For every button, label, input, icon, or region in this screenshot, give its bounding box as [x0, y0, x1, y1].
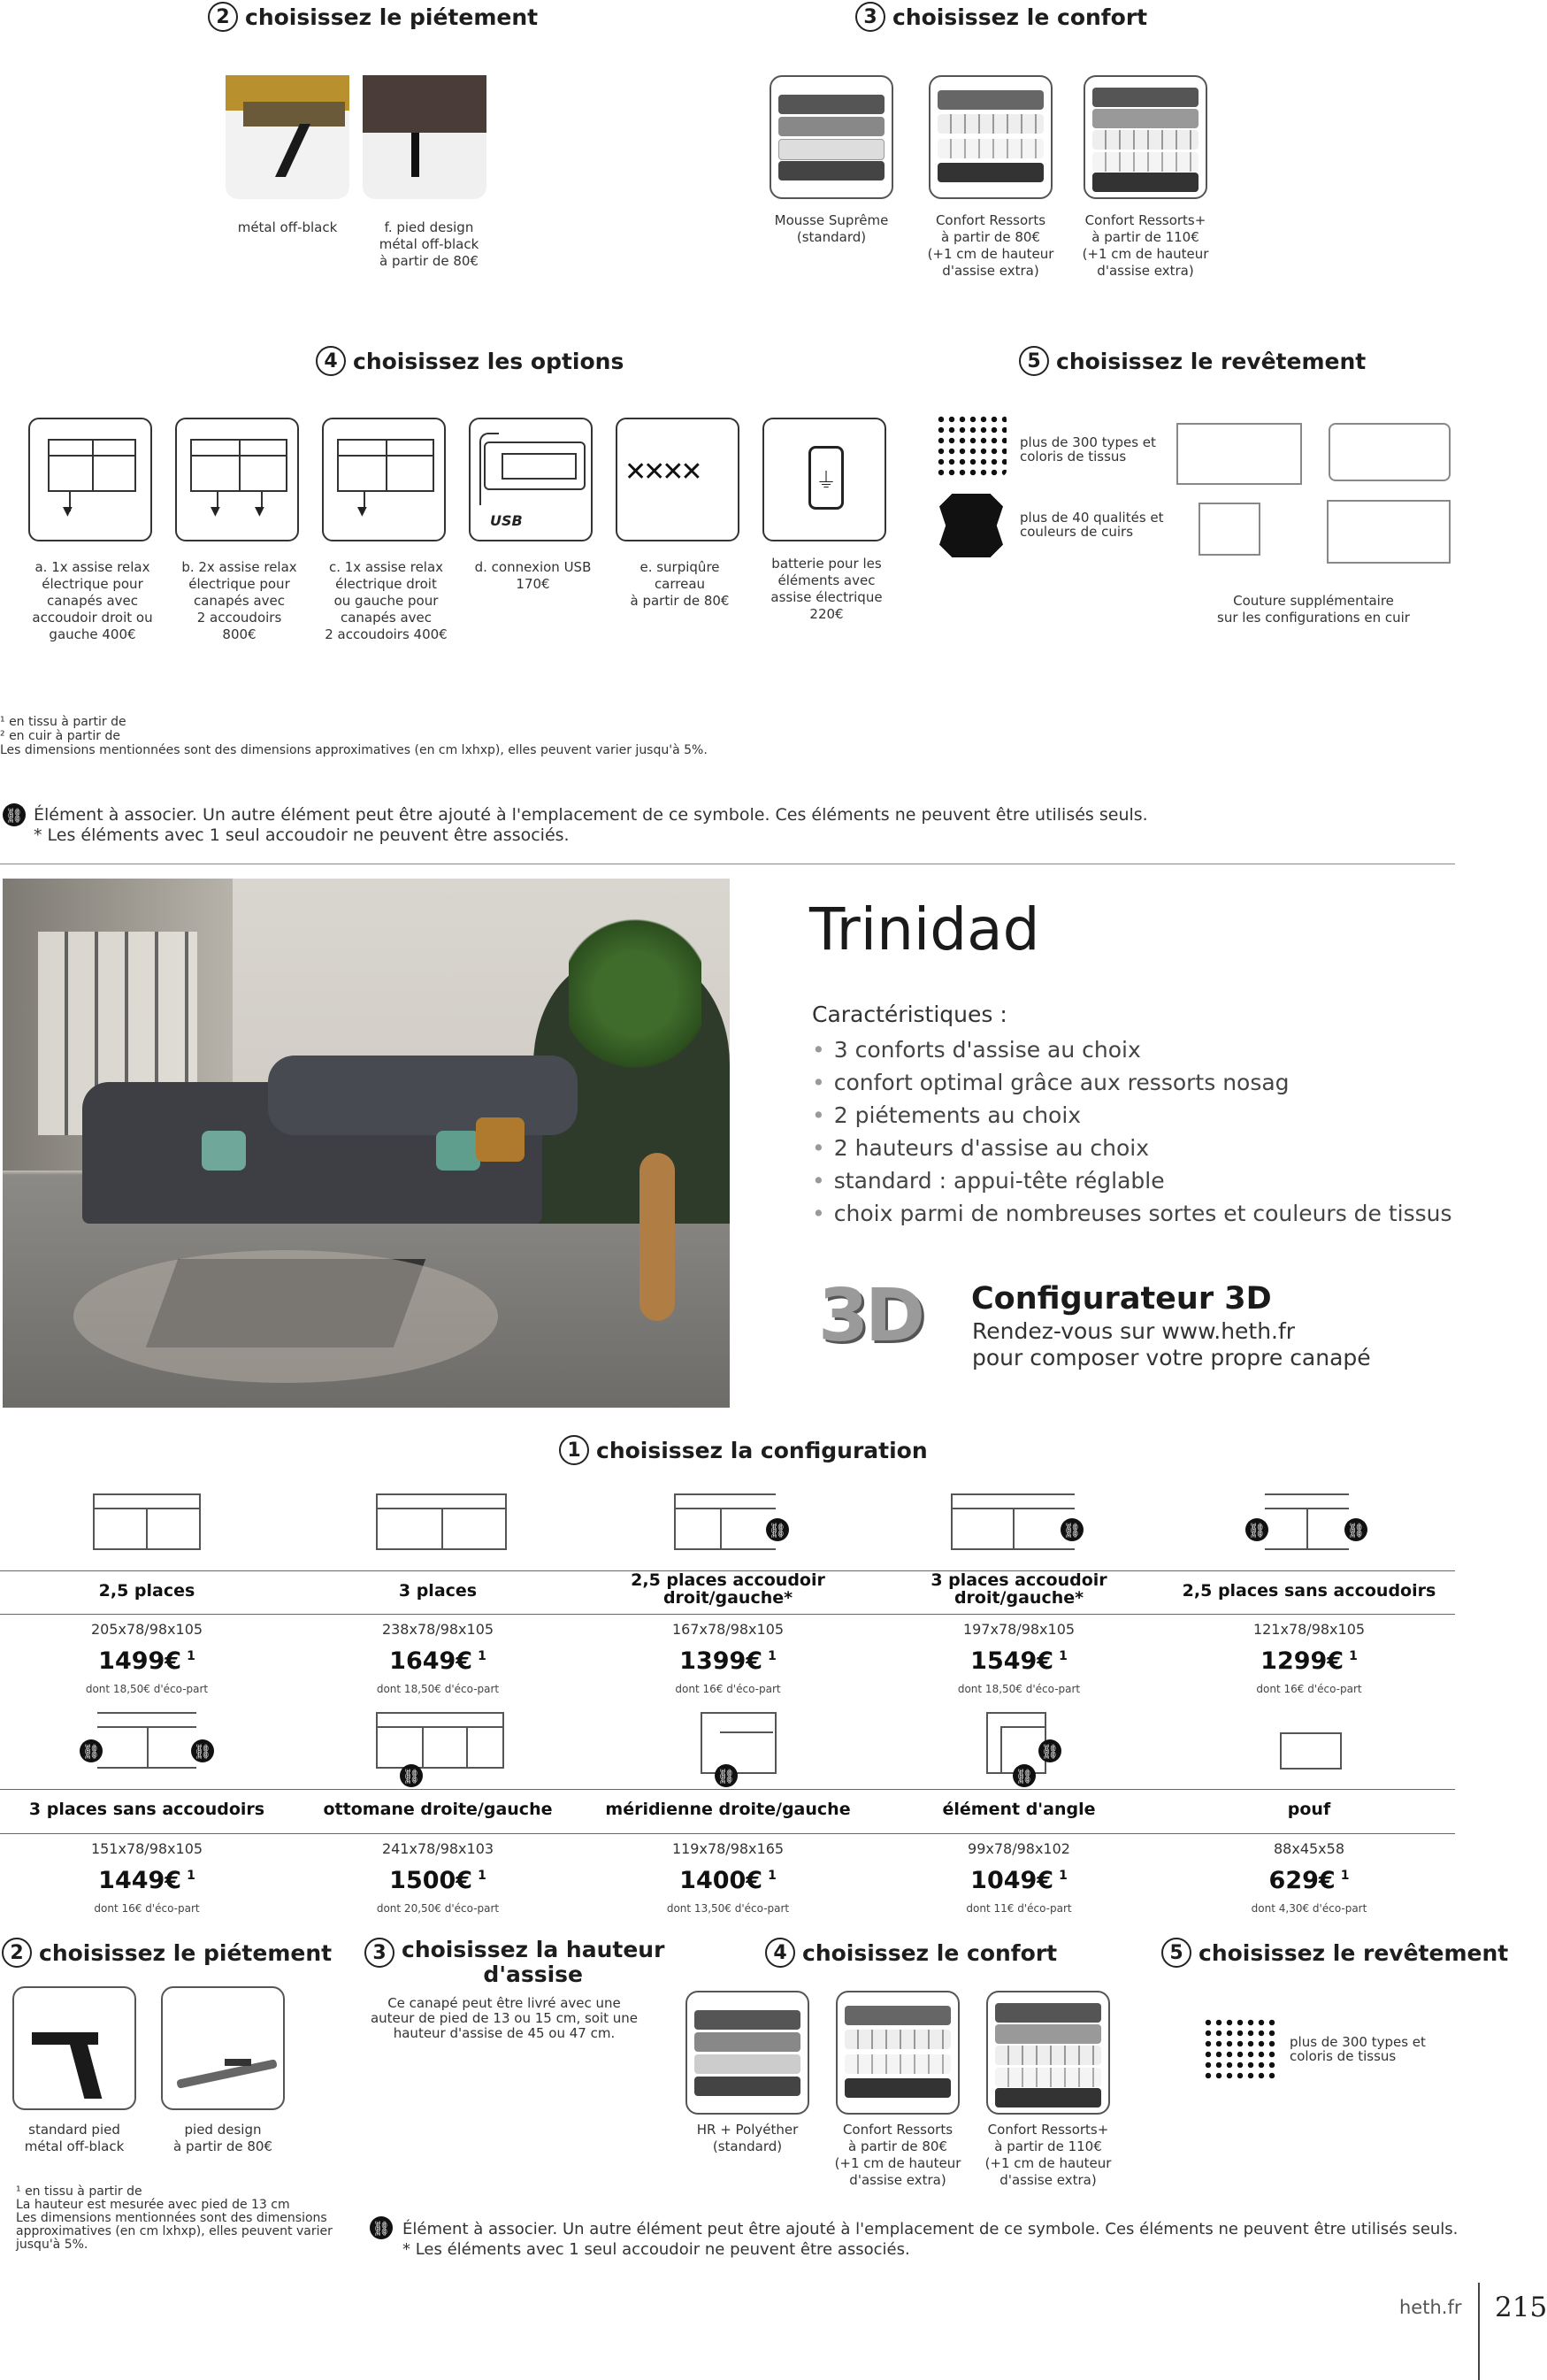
link-chain-icon: ⛓ — [370, 2216, 393, 2239]
config-name: 3 places accoudoir droit/gauche* — [930, 1570, 1107, 1608]
fabric-swatch-icon — [936, 414, 1007, 476]
bottom-element-note — [402, 2219, 1458, 2260]
cross-stitch-icon: ✕✕✕✕ — [624, 457, 700, 488]
bottom-comfort-springs-thumb[interactable] — [836, 1991, 960, 2115]
step-number: 4 — [316, 346, 346, 376]
config-dim: 167x78/98x105 — [671, 1621, 785, 1638]
bottom-step5-heading — [1161, 1938, 1508, 1968]
step-number: 5 — [1019, 346, 1049, 376]
comfort-springs-plus-thumb[interactable] — [1084, 75, 1207, 199]
config-dim: 241x78/98x103 — [381, 1840, 494, 1857]
config-name: pouf — [1287, 1800, 1331, 1819]
leather-hide-icon — [939, 494, 1003, 557]
link-chain-icon: ⛓ — [400, 1764, 423, 1787]
step-title: choisissez le revêtement — [1199, 1939, 1509, 1966]
config-price: 1499€ $^1$ — [98, 1647, 195, 1675]
feature-item: • standard : appui-tête réglable — [812, 1168, 1165, 1194]
feature-item: • choix parmi de nombreuses sortes et couleurs de tissus — [812, 1201, 1452, 1226]
step-number: 3 — [855, 2, 885, 32]
step-title: choisissez la configuration — [596, 1437, 928, 1463]
bottom-leg-standard-thumb[interactable] — [12, 1986, 136, 2110]
bottom-comfort-springs-plus-thumb[interactable] — [986, 1991, 1110, 2115]
battery-plug-icon: ⏚ — [808, 446, 844, 510]
config-price: 1399€ $^1$ — [679, 1647, 777, 1675]
config-eco: dont 18,50€ d'éco-part — [376, 1683, 500, 1695]
3d-badge-icon: 3D — [818, 1274, 923, 1358]
configurator-text: pour composer votre propre canapé — [972, 1345, 1371, 1370]
option-e-stitching[interactable] — [616, 418, 739, 541]
feature-item: • 2 hauteurs d'assise au choix — [812, 1135, 1150, 1161]
element-note-line1: Élément à associer. Un autre élément peut être ajouté à l'emplacement de ce symbole. Ces éléments ne peuvent être utilisés seuls. — [34, 805, 1148, 825]
step-number: 3 — [364, 1938, 394, 1968]
step-number: 5 — [1161, 1938, 1191, 1968]
bottom-step3-text: Ce canapé peut être livré avec une auteur de pied de 13 ou 15 cm, soit une hauteur d'assise de 45 ou 47 cm. — [370, 1995, 639, 2041]
step-title: choisissez les options — [353, 348, 624, 374]
bottom-comfort-springs-label: Confort Ressorts à partir de 80€ (+1 cm de hauteur d'assise extra) — [834, 2122, 961, 2188]
top-element-note — [34, 805, 1148, 846]
bottom-step4-heading — [765, 1938, 1057, 1968]
option-d-label: d. connexion USB 170€ — [474, 559, 592, 592]
comfort-foam-thumb[interactable] — [770, 75, 893, 199]
comfort-foam-label: Mousse Suprême (standard) — [774, 212, 889, 245]
arrow-down-icon: ▼ — [211, 504, 220, 518]
feature-item: • 2 piétements au choix — [812, 1102, 1082, 1128]
comfort-springs-plus-label: Confort Ressorts+ à partir de 110€ (+1 cm de hauteur d'assise extra) — [1082, 212, 1209, 279]
config-name: 2,5 places sans accoudoirs — [1182, 1581, 1436, 1601]
leg-design-label: f. pied design métal off-black à partir de 80€ — [379, 219, 479, 269]
bottom-step2-heading — [2, 1938, 332, 1968]
config-pouf-icon[interactable] — [1280, 1732, 1342, 1770]
config-eco: dont 13,50€ d'éco-part — [666, 1902, 790, 1915]
option-a-label: a. 1x assise relax électrique pour canapés avec accoudoir droit ou gauche 400€ — [32, 559, 153, 642]
config-eco: dont 11€ d'éco-part — [966, 1902, 1072, 1915]
config-3-places-arm-icon[interactable] — [951, 1493, 1075, 1550]
usb-icon: USB — [490, 512, 523, 529]
page-number: 215 — [1495, 2292, 1547, 2323]
config-2-5-no-arm-icon[interactable] — [1265, 1493, 1349, 1550]
leather-text: plus de 40 qualités et couleurs de cuirs — [1020, 510, 1164, 540]
top-footnotes — [0, 715, 708, 757]
config-meridienne-icon[interactable] — [701, 1712, 777, 1774]
features-title: Caractéristiques : — [812, 1002, 1007, 1027]
option-battery[interactable] — [762, 418, 886, 541]
config-dim: 119x78/98x165 — [671, 1840, 785, 1857]
feature-item: • confort optimal grâce aux ressorts nosag — [812, 1070, 1290, 1095]
option-c-relax-side[interactable] — [322, 418, 446, 541]
config-2-5-places-arm-icon[interactable] — [674, 1493, 776, 1550]
leg-metal-thumb[interactable] — [226, 75, 349, 199]
comfort-springs-thumb[interactable] — [929, 75, 1053, 199]
step-title: choisissez le revêtement — [1056, 348, 1367, 374]
stitching-sofa-1 — [1176, 423, 1302, 485]
config-ottoman-icon[interactable] — [376, 1712, 504, 1769]
row-divider — [0, 1614, 1455, 1615]
config-3-places-icon[interactable] — [376, 1493, 507, 1550]
option-b-label: b. 2x assise relax électrique pour canapés avec 2 accoudoirs 800€ — [181, 559, 297, 642]
step4-heading — [316, 346, 624, 376]
config-eco: dont 16€ d'éco-part — [94, 1902, 200, 1915]
link-chain-icon: ⛓ — [3, 803, 26, 826]
link-chain-icon: ⛓ — [715, 1764, 738, 1787]
config-eco: dont 4,30€ d'éco-part — [1251, 1902, 1367, 1915]
bottom-comfort-springs-plus-label: Confort Ressorts+ à partir de 110€ (+1 cm de hauteur d'assise extra) — [984, 2122, 1112, 2188]
config-name: élément d'angle — [942, 1800, 1096, 1819]
config-price: 1049€ $^1$ — [970, 1867, 1068, 1894]
step-title: choisissez le piétement — [245, 4, 539, 30]
option-a-relax-single[interactable] — [28, 418, 152, 541]
config-name: 2,5 places accoudoir droit/gauche* — [631, 1570, 825, 1608]
link-chain-icon: ⛓ — [191, 1739, 214, 1762]
bottom-comfort-hr-label: HR + Polyéther (standard) — [696, 2122, 799, 2154]
option-battery-label: batterie pour les éléments avec assise électrique 220€ — [770, 556, 883, 622]
config-name: méridienne droite/gauche — [605, 1800, 851, 1819]
product-photo — [3, 879, 730, 1408]
configurator-url[interactable]: Rendez-vous sur www.heth.fr — [972, 1318, 1296, 1344]
arrow-down-icon: ▼ — [63, 504, 73, 518]
step3-heading — [855, 2, 1147, 32]
bottom-footnotes: ¹ en tissu à partir de La hauteur est mesurée avec pied de 13 cm Les dimensions mentionnées sont des dimensions approximatives (en cm lxhxp), elles peuvent varier jusqu'à 5%. — [16, 2184, 333, 2252]
config-name: 2,5 places — [98, 1581, 195, 1601]
config-name: 3 places sans accoudoirs — [28, 1800, 265, 1819]
option-c-label: c. 1x assise relax électrique droit ou gauche pour canapés avec 2 accoudoirs 400€ — [325, 559, 448, 642]
footnote-dimensions: Les dimensions mentionnées sont des dimensions approximatives (en cm lxhxp), elles peuvent varier jusqu'à 5%. — [0, 743, 708, 757]
config-corner-icon[interactable] — [986, 1712, 1046, 1774]
feature-item: • 3 conforts d'assise au choix — [812, 1037, 1141, 1063]
step5-heading — [1019, 346, 1366, 376]
step-title: choisissez le confort — [802, 1939, 1058, 1966]
config-eco: dont 18,50€ d'éco-part — [957, 1683, 1081, 1695]
config-eco: dont 18,50€ d'éco-part — [85, 1683, 209, 1695]
leg-design-thumb[interactable] — [363, 75, 486, 199]
link-chain-icon: ⛓ — [1344, 1518, 1367, 1541]
step1-heading — [559, 1435, 928, 1465]
arrow-down-icon: ▼ — [255, 504, 264, 518]
config-2-5-places-icon[interactable] — [93, 1493, 201, 1550]
config-dim: 88x45x58 — [1273, 1840, 1344, 1857]
fabric-text: plus de 300 types et coloris de tissus — [1020, 434, 1156, 464]
option-b-relax-double[interactable] — [175, 418, 299, 541]
bottom-fabric-text: plus de 300 types et coloris de tissus — [1290, 2034, 1426, 2064]
step-number: 2 — [2, 1938, 32, 1968]
step-number: 1 — [559, 1435, 589, 1465]
stitching-chair — [1199, 503, 1260, 556]
footer-site[interactable]: heth.fr — [1399, 2297, 1462, 2318]
config-price: 1649€ $^1$ — [389, 1647, 486, 1675]
config-price: 1449€ $^1$ — [98, 1867, 195, 1894]
leg-metal-label: métal off-black — [237, 219, 338, 235]
row-divider — [0, 1789, 1455, 1790]
config-eco: dont 16€ d'éco-part — [675, 1683, 781, 1695]
bottom-step3-heading — [364, 1938, 664, 1987]
link-chain-icon: ⛓ — [1245, 1518, 1268, 1541]
config-name: ottomane droite/gauche — [323, 1800, 553, 1819]
step2-heading — [208, 2, 538, 32]
step-title: choisissez la hauteur d'assise — [402, 1937, 665, 1987]
step-title: choisissez le confort — [892, 4, 1148, 30]
config-price: 629€ $^1$ — [1268, 1867, 1350, 1894]
option-d-usb[interactable] — [469, 418, 593, 541]
footnote-fabric: ¹ en tissu à partir de — [0, 715, 126, 729]
link-chain-icon: ⛓ — [1061, 1518, 1084, 1541]
stitching-text: Couture supplémentaire sur les configurations en cuir — [1217, 593, 1410, 626]
config-price: 1549€ $^1$ — [970, 1647, 1068, 1675]
config-eco: dont 20,50€ d'éco-part — [376, 1902, 500, 1915]
config-dim: 99x78/98x102 — [968, 1840, 1070, 1857]
step-number: 2 — [208, 2, 238, 32]
row-divider — [0, 1833, 1455, 1834]
element-note-line2: * Les éléments avec 1 seul accoudoir ne peuvent être associés. — [402, 2240, 910, 2259]
comfort-springs-label: Confort Ressorts à partir de 80€ (+1 cm de hauteur d'assise extra) — [927, 212, 1054, 279]
stitching-sofa-3 — [1327, 500, 1451, 564]
link-chain-icon: ⛓ — [1038, 1739, 1061, 1762]
footer-divider — [1478, 2283, 1480, 2380]
link-chain-icon: ⛓ — [766, 1518, 789, 1541]
config-3-no-arm-icon[interactable] — [97, 1712, 196, 1769]
element-note-line2: * Les éléments avec 1 seul accoudoir ne peuvent être associés. — [34, 825, 570, 845]
config-dim: 238x78/98x105 — [381, 1621, 494, 1638]
link-chain-icon: ⛓ — [1013, 1764, 1036, 1787]
config-dim: 205x78/98x105 — [90, 1621, 203, 1638]
footnote-leather: ² en cuir à partir de — [0, 729, 121, 743]
config-dim: 151x78/98x105 — [90, 1840, 203, 1857]
config-price: 1299€ $^1$ — [1260, 1647, 1358, 1675]
bottom-leg-standard-label: standard pied métal off-black — [24, 2122, 125, 2154]
features-list — [812, 1033, 1452, 1230]
element-note-line1: Élément à associer. Un autre élément peut être ajouté à l'emplacement de ce symbole. Ces éléments ne peuvent être utilisés seuls. — [402, 2220, 1459, 2238]
stitching-sofa-2 — [1329, 423, 1451, 481]
step-title: choisissez le piétement — [39, 1939, 333, 1966]
bottom-leg-design-thumb[interactable] — [161, 1986, 285, 2110]
config-price: 1400€ $^1$ — [679, 1867, 777, 1894]
config-dim: 197x78/98x105 — [962, 1621, 1076, 1638]
config-eco: dont 16€ d'éco-part — [1256, 1683, 1362, 1695]
bottom-comfort-hr-thumb[interactable] — [685, 1991, 809, 2115]
config-name: 3 places — [398, 1581, 478, 1601]
config-dim: 121x78/98x105 — [1252, 1621, 1366, 1638]
option-e-label: e. surpiqûre carreau à partir de 80€ — [630, 559, 730, 609]
step-number: 4 — [765, 1938, 795, 1968]
product-title: Trinidad — [809, 895, 1040, 964]
fabric-swatch-icon — [1203, 2017, 1278, 2081]
link-chain-icon: ⛓ — [80, 1739, 103, 1762]
config-price: 1500€ $^1$ — [389, 1867, 486, 1894]
bottom-leg-design-label: pied design à partir de 80€ — [173, 2122, 272, 2154]
configurator-title[interactable]: Configurateur 3D — [971, 1281, 1272, 1317]
arrow-down-icon: ▼ — [357, 504, 367, 518]
